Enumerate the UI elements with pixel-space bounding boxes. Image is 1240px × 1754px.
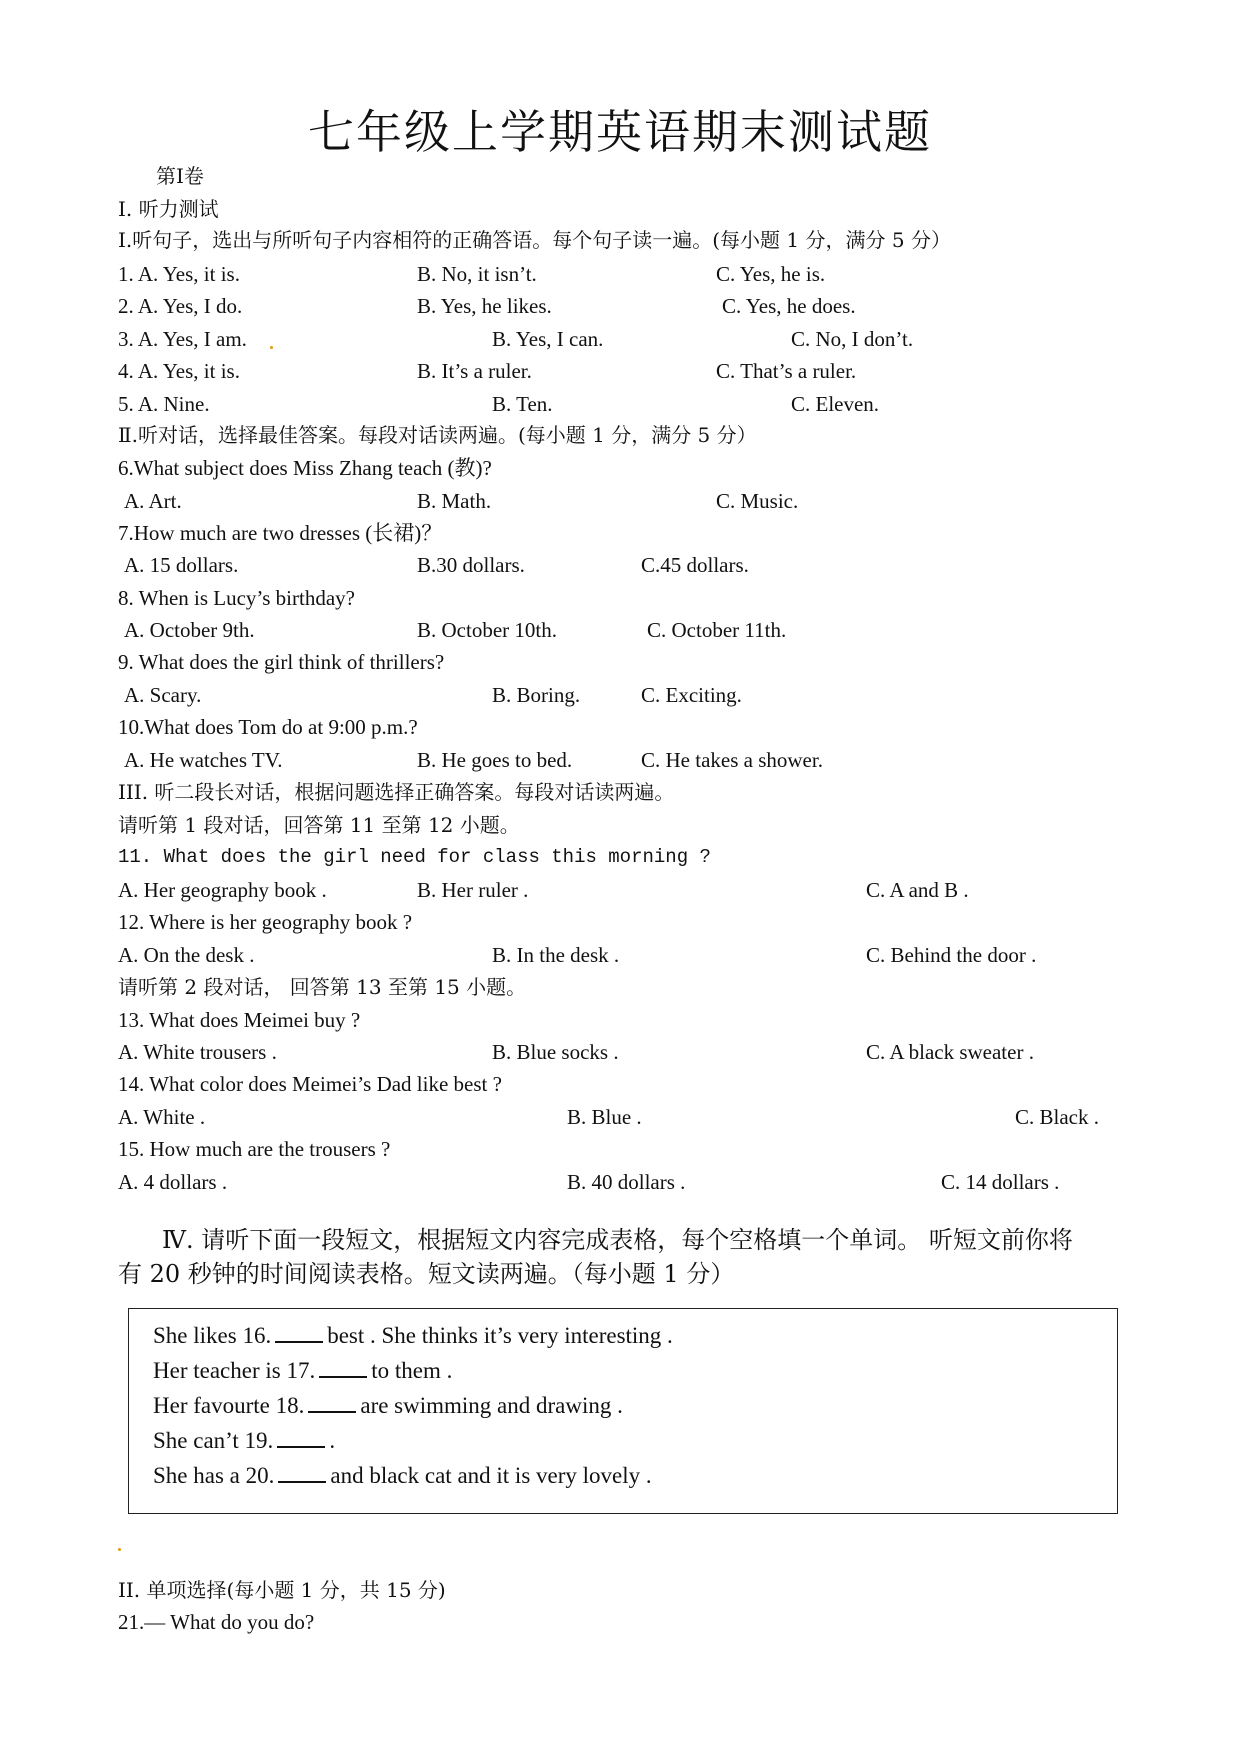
fill-in-table bbox=[128, 1308, 1118, 1514]
q2-option-c: C. Yes, he does. bbox=[722, 294, 856, 318]
q6-option-b: B. Math. bbox=[417, 489, 492, 513]
dialog2-instructions: 请听第 2 段对话， 回答第 13 至第 15 小题。 bbox=[118, 975, 527, 999]
q9-option-a: A. Scary. bbox=[124, 683, 202, 707]
q14-question: 14. What color does Meimei’s Dad like best ? bbox=[118, 1072, 502, 1096]
stray-dot-mark bbox=[270, 346, 273, 349]
part4-instructions-line2: 有 20 秒钟的时间阅读表格。短文读两遍。（每小题 1 分） bbox=[118, 1260, 735, 1288]
q11-option-c: C. A and B . bbox=[866, 878, 969, 902]
dialog1-instructions: 请听第 1 段对话，回答第 11 至第 12 小题。 bbox=[118, 813, 520, 837]
row19-suffix: . bbox=[329, 1428, 336, 1453]
q6-option-a: A. Art. bbox=[124, 489, 182, 513]
row17-suffix: to them . bbox=[371, 1358, 453, 1383]
q7-option-a: A. 15 dollars. bbox=[124, 553, 239, 577]
table-row-17 bbox=[153, 1358, 452, 1384]
q11-option-b: B. Her ruler . bbox=[417, 878, 529, 902]
q14-option-c: C. Black . bbox=[1015, 1105, 1099, 1129]
row17-prefix: Her teacher is 17. bbox=[153, 1358, 316, 1383]
q8-question: 8. When is Lucy’s birthday? bbox=[118, 586, 355, 610]
q3-option-b: B. Yes, I can. bbox=[492, 327, 604, 351]
q9-option-b: B. Boring. bbox=[492, 683, 581, 707]
part2-instructions: Ⅱ.听对话，选择最佳答案。每段对话读两遍。(每小题 1 分，满分 5 分） bbox=[118, 423, 757, 447]
q1-option-b: B. No, it isn’t. bbox=[417, 262, 537, 286]
q3-option-a: 3. A. Yes, I am. bbox=[118, 327, 247, 351]
q2-option-a: 2. A. Yes, I do. bbox=[118, 294, 243, 318]
q11-question: 11. What does the girl need for class this morning ? bbox=[118, 846, 711, 868]
q12-option-a: A. On the desk . bbox=[118, 943, 255, 967]
q15-option-b: B. 40 dollars . bbox=[567, 1170, 686, 1194]
q15-question: 15. How much are the trousers ? bbox=[118, 1137, 391, 1161]
part1-instructions: Ⅰ.听句子，选出与所听句子内容相符的正确答语。每个句子读一遍。(每小题 1 分，满分 5 分） bbox=[118, 228, 951, 252]
q4-option-b: B. It’s a ruler. bbox=[417, 359, 532, 383]
q1-option-a: 1. A. Yes, it is. bbox=[118, 262, 240, 286]
q15-option-a: A. 4 dollars . bbox=[118, 1170, 228, 1194]
q13-option-a: A. White trousers . bbox=[118, 1040, 277, 1064]
q3-option-c: C. No, I don’t. bbox=[791, 327, 914, 351]
q10-option-c: C. He takes a shower. bbox=[641, 748, 823, 772]
q12-question: 12. Where is her geography book ? bbox=[118, 910, 413, 934]
q1-option-c: C. Yes, he is. bbox=[716, 262, 826, 286]
q10-question: 10.What does Tom do at 9:00 p.m.? bbox=[118, 715, 418, 739]
q5-option-b: B. Ten. bbox=[492, 392, 553, 416]
row16-suffix: best . She thinks it’s very interesting . bbox=[327, 1323, 673, 1348]
q7-question: 7.How much are two dresses (长裙)？ bbox=[118, 521, 443, 545]
q9-option-c: C. Exciting. bbox=[641, 683, 742, 707]
row16-prefix: She likes 16. bbox=[153, 1323, 272, 1348]
q8-option-b: B. October 10th. bbox=[417, 618, 557, 642]
q7-option-c: C.45 dollars. bbox=[641, 553, 749, 577]
q14-option-b: B. Blue . bbox=[567, 1105, 642, 1129]
answer-blank-17[interactable] bbox=[319, 1358, 367, 1378]
q5-option-a: 5. A. Nine. bbox=[118, 392, 210, 416]
q15-option-c: C. 14 dollars . bbox=[941, 1170, 1060, 1194]
table-row-20 bbox=[153, 1463, 652, 1489]
q7-option-b: B.30 dollars. bbox=[417, 553, 525, 577]
answer-blank-18[interactable] bbox=[308, 1393, 356, 1413]
q5-option-c: C. Eleven. bbox=[791, 392, 880, 416]
page-title: 七年级上学期英语期末测试题 bbox=[308, 105, 932, 159]
q8-option-c: C. October 11th. bbox=[647, 618, 787, 642]
q13-option-c: C. A black sweater . bbox=[866, 1040, 1034, 1064]
q21-question: 21.— What do you do? bbox=[118, 1610, 315, 1634]
q11-option-a: A. Her geography book . bbox=[118, 878, 327, 902]
row18-suffix: are swimming and drawing . bbox=[360, 1393, 623, 1418]
section2-heading: II. 单项选择(每小题 1 分，共 15 分) bbox=[118, 1578, 446, 1602]
q13-question: 13. What does Meimei buy ? bbox=[118, 1008, 361, 1032]
row18-prefix: Her favourte 18. bbox=[153, 1393, 305, 1418]
q10-option-b: B. He goes to bed. bbox=[417, 748, 573, 772]
q6-question: 6.What subject does Miss Zhang teach (教)? bbox=[118, 456, 492, 480]
q12-option-b: B. In the desk . bbox=[492, 943, 620, 967]
q2-option-b: B. Yes, he likes. bbox=[417, 294, 552, 318]
volume-label: 第Ⅰ卷 bbox=[156, 164, 204, 188]
q14-option-a: A. White . bbox=[118, 1105, 206, 1129]
q8-option-a: A. October 9th. bbox=[124, 618, 255, 642]
table-row-18 bbox=[153, 1393, 623, 1419]
answer-blank-16[interactable] bbox=[275, 1323, 323, 1343]
stray-dot-mark bbox=[118, 1548, 121, 1551]
part3-instructions: III. 听二段长对话，根据问题选择正确答案。每段对话读两遍。 bbox=[118, 780, 675, 804]
row20-prefix: She has a 20. bbox=[153, 1463, 275, 1488]
q13-option-b: B. Blue socks . bbox=[492, 1040, 619, 1064]
row19-prefix: She can’t 19. bbox=[153, 1428, 274, 1453]
q9-question: 9. What does the girl think of thrillers? bbox=[118, 650, 445, 674]
section1-heading: I. 听力测试 bbox=[118, 197, 219, 221]
answer-blank-20[interactable] bbox=[278, 1463, 326, 1483]
q4-option-a: 4. A. Yes, it is. bbox=[118, 359, 240, 383]
q10-option-a: A. He watches TV. bbox=[124, 748, 283, 772]
row20-suffix: and black cat and it is very lovely . bbox=[330, 1463, 652, 1488]
q6-option-c: C. Music. bbox=[716, 489, 799, 513]
q4-option-c: C. That’s a ruler. bbox=[716, 359, 857, 383]
table-row-19 bbox=[153, 1428, 335, 1454]
answer-blank-19[interactable] bbox=[277, 1428, 325, 1448]
table-row-16 bbox=[153, 1323, 673, 1349]
part4-instructions-line1: Ⅳ. 请听下面一段短文，根据短文内容完成表格，每个空格填一个单词。 听短文前你将 bbox=[162, 1226, 1073, 1254]
q12-option-c: C. Behind the door . bbox=[866, 943, 1037, 967]
